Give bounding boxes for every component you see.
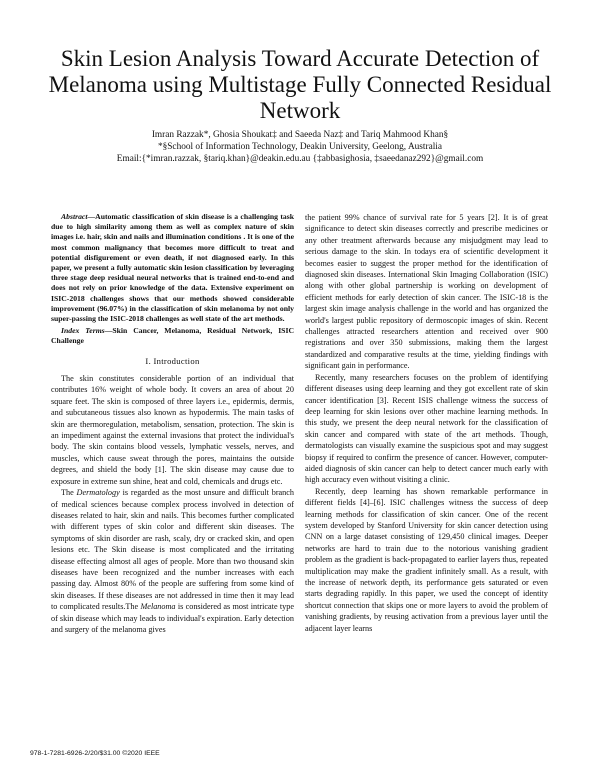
author-block	[36, 129, 564, 165]
affiliation-line: *§School of Information Technology, Deakin University, Geelong, Australia	[157, 142, 443, 152]
intro-p2-dermatology: Dermatology	[76, 488, 120, 498]
right-column	[305, 212, 548, 634]
right-paragraph-1: the patient 99% chance of survival rate for 5 years [2]. It is of great significance to detect skin diseases correctly and prescribe medicines or any other treatment afterwards because any misjudgment may lead to serious damage to the skin. In todays era of scientific development it becomes easier to suggest the proper method for the identification of diagnosed skin diseases. International Skin Imaging Collaboration (ISIC) along with other global partnership is working on development of efficient methods for early detection of skin cancer. The ISIC-18 is the largest skin image analysis challenge in the world and has organized the world's largest public repository of dermoscopic images of skin. Recent challenges attracted researchers attention and received over 900 registrations and over 350 submissions, making them the largest standardized and comparative results at the time, yielding findings with significant gain in performance.	[305, 213, 548, 371]
email-line: Email:{*imran.razzak, §tariq.khan}@deakin.edu.au {‡abbasighosia, ‡saeedanaz292}@gmail.com	[116, 154, 484, 164]
intro-paragraph-1: The skin constitutes considerable portion of an individual that contributes 16% weight of whole body. It covers an area of about 20 square feet. The skin is composed of three layers i.e., epidermis, dermis, and subcutaneous tissues also known as hypodermis. The main tasks of skin are thermoregulation, metabolism, sensation, protection. The skin is an impediment against the external invasions that protect the individual's body. The skin contains blood vessels, lymphatic vessels, nerves, and muscles, which cause sweat through the pores, maintains the outside degrees, and shield the body [1]. The skin disease may cause due to exposure in extreme sun shine, heat and cold, chemicals and drugs etc.	[51, 374, 294, 486]
abstract-label: Abstract	[61, 212, 88, 221]
index-terms	[51, 326, 294, 346]
right-paragraph-3: Recently, deep learning has shown remarkable performance in different fields [4]–[6]. ISIC challenges witness the success of deep learning methods for classification of skin cancer. One of the recent system developed by Stanford University for skin cancer detection using CNN on a large dataset consisting of 129,450 clinical images. Deeper networks are hard to train due to the notorious vanishing gradient problem as the gradient is back-propagated to earlier layers thus, repeated multiplication may make the gradient infinitely small. As a result, with the increase of network depth, its performance gets saturated or even starts degrading rapidly. In this paper, we used the concept of identity shortcut connection that skips one or more layers to avoid the problem of vanishing gradients, by reusing activation from a previous layer until the adjacent layer learns	[305, 486, 548, 633]
intro-paragraph-2	[51, 487, 294, 635]
section-heading: I. Introduction	[145, 355, 200, 366]
intro-p2-pre: The	[61, 488, 77, 498]
intro-p2-post: is considered as most intricate type of skin disease which may leads to individual's expiration. Early detection and surgery of the melanoma gives	[51, 602, 294, 634]
abstract	[51, 212, 294, 324]
left-column	[51, 212, 294, 635]
index-terms-text: —Skin Cancer, Melanoma, Residual Network, ISIC Challenge	[51, 326, 295, 346]
index-terms-label: Index Terms	[61, 326, 105, 336]
intro-p2-mid: is regarded as the most unsure and difficult branch of medical sciences because complex process involved in detection of diseases related to hair, skin and nails. This becomes further complicated with different types of skin color and different skin diseases. The symptoms of skin disorder are rash, scaly, dry or cracked skin, and open lesions etc. The Skin disease is most complicated and the irritating disease effecting almost all ages of people. More than two thousand skin diseases have been recognized and the number increases with each passing day. Almost 80% of the people are suffering from some kind of skin diseases. If these diseases are not addressed in time then it may lead to complicated results.The	[51, 488, 295, 612]
copyright-footer: 978-1-7281-6926-2/20/$31.00 ©2020 IEEE	[30, 750, 160, 757]
paper-title: Skin Lesion Analysis Toward Accurate Detection of Melanoma using Multistage Fully Connected Residual Network	[48, 46, 552, 123]
abstract-text: —Automatic classification of skin disease is a challenging task due to high similarity among them as well as complex nature of skin images i.e. hair, skin and nails and illumination conditions . It is one of the most common malignancy that becomes more difficult to treat and potential disfigurement or even death, if not diagnosed early. In this paper, we present a fully automatic skin lesion classification by leveraging three stage deep residual neural networks that is trained end-to-end and does not rely on prior knowledge of the data. Extensive experiment on ISIC-2018 challenges shows that our methods showed considerable improvement (96.07%) in the classification of skin melanoma by not only super-passing the ISIC-2018 challenges as well state of the art methods.	[51, 212, 294, 324]
right-paragraph-2: Recently, many researchers focuses on the problem of identifying different diseases using deep learning and they got excellent rate of skin cancer identification [3]. Recent ISIS challenge witness the success of deep learning for skin lesions over other machine learning methods. In this study, we present the deep neural network for the classification of skin cancer and compared with state of the art methods. Though, dermatologists can visually examine the suspicious spot and may suggest biopsy if required to confirm the presence of cancer. However, computer-aided diagnosis of skin cancer can help to detect cancer much early with high accuracy even without visiting a clinic.	[305, 372, 548, 485]
intro-p2-melanoma: Melanoma	[140, 602, 176, 612]
authors-line: Imran Razzak*, Ghosia Shoukat‡ and Saeeda Naz‡ and Tariq Mahmood Khan§	[151, 130, 449, 140]
